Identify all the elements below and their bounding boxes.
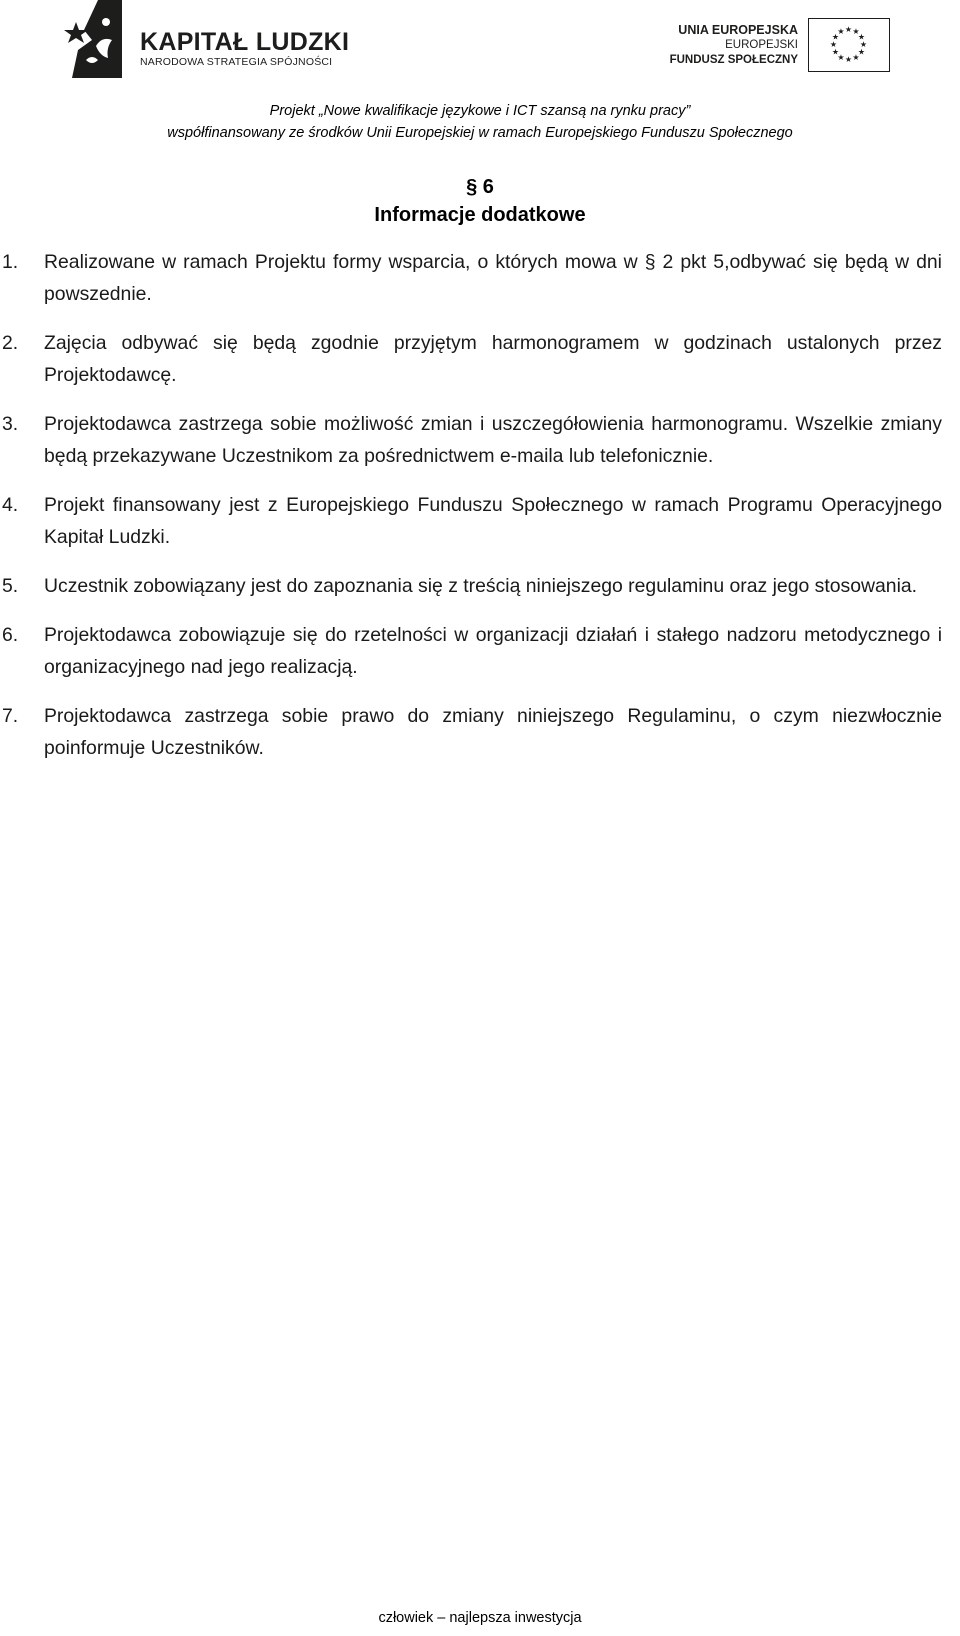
- list-item: [0, 408, 960, 472]
- list-item-number: 3.: [2, 413, 19, 435]
- kapital-ludzki-title: KAPITAŁ LUDZKI: [140, 28, 350, 56]
- eu-line-unia: UNIA EUROPEJSKA: [678, 23, 798, 37]
- list-item-number: 6.: [2, 624, 19, 646]
- list-item-number: 7.: [2, 705, 19, 727]
- list-item-number: 4.: [2, 494, 19, 516]
- project-title-line: Projekt „Nowe kwalifikacje językowe i ICT szansą na rynku pracy”: [269, 103, 691, 119]
- svg-text:★: ★: [852, 53, 860, 62]
- kapital-ludzki-subtitle: NARODOWA STRATEGIA SPÓJNOŚCI: [140, 56, 333, 68]
- svg-text:★: ★: [831, 47, 840, 57]
- kapital-ludzki-logo: [62, 0, 362, 82]
- numbered-list: [0, 246, 960, 781]
- section-number: § 6: [466, 176, 494, 198]
- list-item-text: Zajęcia odbywać się będą zgodnie przyjętym harmonogramem w godzinach ustalonych przez Projektodawcę.: [44, 332, 942, 386]
- list-item-text: Projektodawca zastrzega sobie prawo do zmiany niniejszego Regulaminu, o czym niezwłocznie poinformuje Uczestników.: [44, 705, 942, 759]
- svg-text:★: ★: [844, 25, 853, 34]
- eu-flag-icon: [808, 18, 890, 72]
- svg-text:★: ★: [837, 53, 845, 62]
- list-item: [0, 570, 960, 602]
- list-item-text: Uczestnik zobowiązany jest do zapoznania się z treścią niniejszego regulaminu oraz jego stosowania.: [44, 575, 918, 597]
- section-title: Informacje dodatkowe: [374, 204, 586, 226]
- eu-logo-text: [670, 22, 798, 68]
- list-item: [0, 700, 960, 764]
- svg-text:★: ★: [857, 47, 866, 57]
- project-cofinancing-line: współfinansowany ze środków Unii Europejskiej w ramach Europejskiego Funduszu Społecznego: [167, 125, 793, 141]
- list-item-number: 1.: [2, 251, 19, 273]
- eu-line-europejski: EUROPEJSKI: [725, 39, 798, 51]
- list-item-text: Projektodawca zastrzega sobie możliwość zmian i uszczegółowienia harmonogramu. Wszelkie zmiany będą przekazywane Uczestnikom za pośrednictwem e-maila lub telefonicznie.: [44, 413, 942, 467]
- list-item: [0, 489, 960, 553]
- list-item-number: 2.: [2, 332, 19, 354]
- list-item-number: 5.: [2, 575, 19, 597]
- svg-text:★: ★: [837, 27, 845, 36]
- footer-slogan: człowiek – najlepsza inwestycja: [378, 1610, 582, 1626]
- list-item-text: Realizowane w ramach Projektu formy wsparcia, o których mowa w § 2 pkt 5,odbywać się będą w dni powszednie.: [44, 251, 942, 305]
- svg-text:★: ★: [829, 40, 838, 49]
- eu-efs-logo: [668, 18, 890, 74]
- svg-text:★: ★: [831, 32, 840, 42]
- svg-text:★: ★: [857, 32, 866, 42]
- svg-text:★: ★: [852, 27, 860, 36]
- eu-line-fundusz: FUNDUSZ SPOŁECZNY: [669, 54, 798, 66]
- list-item: [0, 246, 960, 310]
- kapital-ludzki-emblem-icon: [62, 0, 142, 82]
- list-item: [0, 327, 960, 391]
- list-item-text: Projektodawca zobowiązuje się do rzetelności w organizacji działań i stałego nadzoru metodycznego i organizacyjnego nad jego realizacją.: [44, 624, 942, 678]
- list-item-text: Projekt finansowany jest z Europejskiego Funduszu Społecznego w ramach Programu Operacyjnego Kapitał Ludzki.: [44, 494, 942, 548]
- svg-text:★: ★: [859, 40, 868, 49]
- svg-text:★: ★: [844, 55, 853, 64]
- list-item: [0, 619, 960, 683]
